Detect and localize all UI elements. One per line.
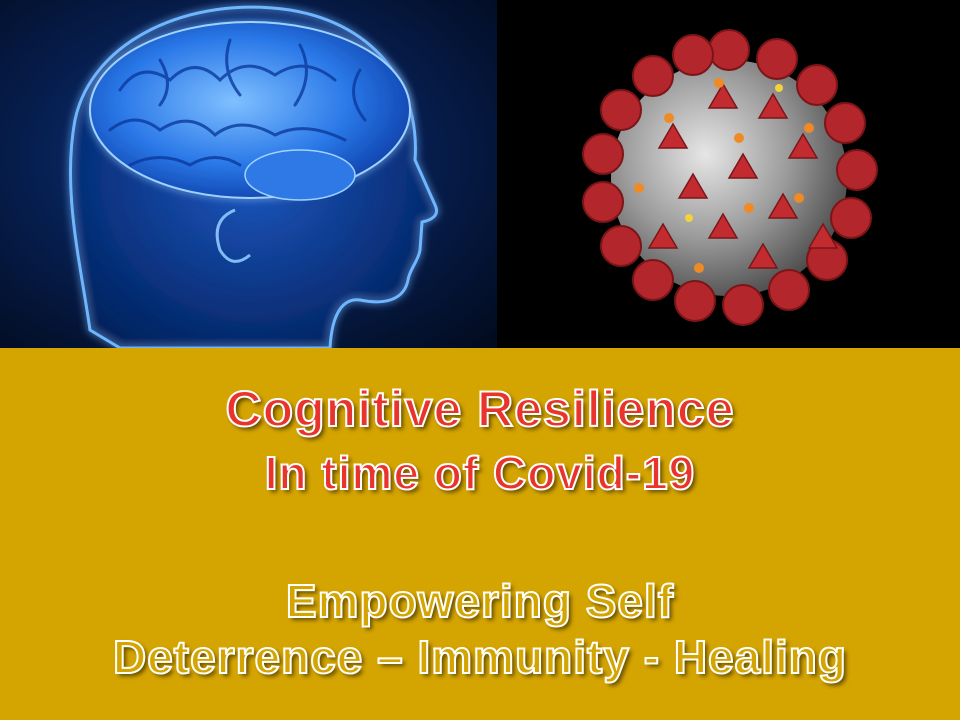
title-line-2: In time of Covid-19 xyxy=(264,447,696,499)
brain-head-icon xyxy=(0,0,497,348)
brain-head-image xyxy=(0,0,497,348)
coronavirus-image xyxy=(497,0,960,348)
title-line-1: Cognitive Resilience xyxy=(225,381,735,437)
subtitle-line-2: Deterrence – Immunity - Healing xyxy=(113,631,847,683)
coronavirus-icon xyxy=(497,0,960,348)
subtitle-line-1: Empowering Self xyxy=(285,575,675,627)
header-images xyxy=(0,0,960,348)
